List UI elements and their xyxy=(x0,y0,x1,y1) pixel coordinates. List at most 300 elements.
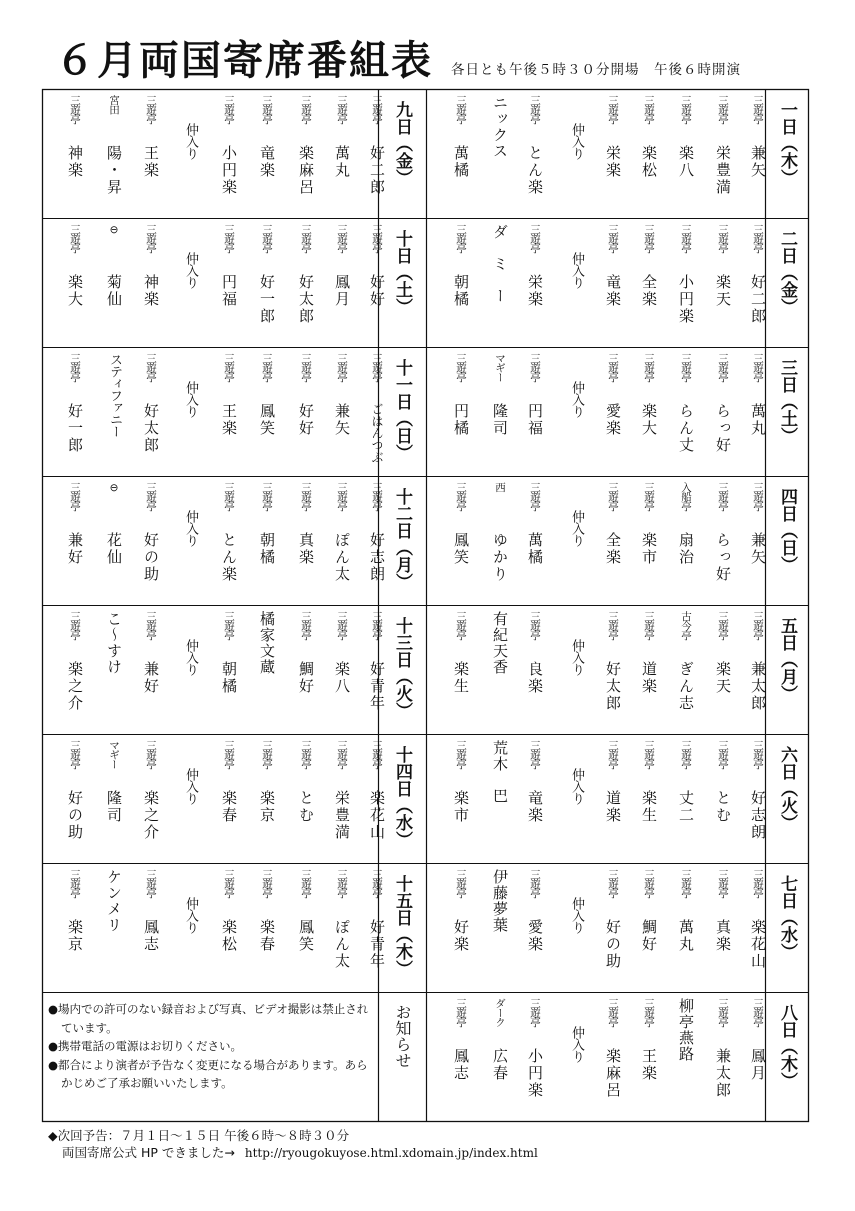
nakairi-intermission xyxy=(172,605,208,734)
performer-house: 三遊亭 xyxy=(300,224,312,253)
performer-name: 兼矢 xyxy=(749,532,767,566)
nakairi-intermission xyxy=(172,218,208,347)
performer-house: 三遊亭 xyxy=(607,869,619,898)
performer-house: 三遊亭 xyxy=(69,611,81,640)
performer-house: 三遊亭 xyxy=(69,353,81,382)
nakairi-intermission xyxy=(558,734,594,863)
performer-name: 萬丸 xyxy=(677,919,695,953)
nakairi-label: 仲入り xyxy=(183,768,198,804)
notice-list xyxy=(48,1000,374,1093)
performer-house: 三遊亭 xyxy=(223,611,235,640)
performer-name: 好好 xyxy=(368,274,386,308)
performer-name: 道楽 xyxy=(604,790,622,824)
performer-house: 三遊亭 xyxy=(455,224,467,253)
performer xyxy=(482,992,518,1121)
performer-house: 三遊亭 xyxy=(752,869,764,898)
performer-house: 三遊亭 xyxy=(529,482,541,511)
day-row xyxy=(42,218,809,347)
performer-house: 三遊亭 xyxy=(261,224,273,253)
day-label: 六日（火） xyxy=(777,746,797,831)
performer xyxy=(705,89,741,218)
performer-house: 三遊亭 xyxy=(680,353,692,382)
performer xyxy=(57,734,93,863)
performer xyxy=(57,218,93,347)
performer-name: 朝橘 xyxy=(220,661,238,695)
performer-name: 鳳笑 xyxy=(452,532,470,566)
performer-name: 楽京 xyxy=(258,790,276,824)
performer-name: 真楽 xyxy=(714,919,732,953)
performer xyxy=(359,218,395,347)
performer xyxy=(482,218,518,347)
performer-house: 三遊亭 xyxy=(717,740,729,769)
performer xyxy=(57,476,93,605)
performer-house: 三遊亭 xyxy=(752,998,764,1027)
performer xyxy=(482,863,518,992)
performer-house: 三遊亭 xyxy=(529,224,541,253)
nakairi-intermission xyxy=(172,347,208,476)
performer xyxy=(740,863,776,992)
performer xyxy=(359,476,395,605)
performer xyxy=(668,992,704,1121)
performer-house: 三遊亭 xyxy=(223,95,235,124)
performer xyxy=(668,347,704,476)
performer xyxy=(288,605,324,734)
performer xyxy=(249,347,285,476)
performer xyxy=(740,218,776,347)
performer-name: 小円楽 xyxy=(220,145,238,196)
day-label: 二日（金） xyxy=(777,230,797,315)
performer xyxy=(740,89,776,218)
performer-house: 三遊亭 xyxy=(643,740,655,769)
nakairi-intermission xyxy=(558,476,594,605)
performer-name: 好の助 xyxy=(66,790,84,841)
performer-name: 王楽 xyxy=(220,403,238,437)
performer xyxy=(249,605,285,734)
performer xyxy=(359,89,395,218)
performer-name: 楽松 xyxy=(640,145,658,179)
performer-name: 好二郎 xyxy=(368,145,386,196)
performer xyxy=(668,734,704,863)
nakairi-label: 仲入り xyxy=(569,1026,584,1062)
performer xyxy=(133,218,169,347)
performer-name: 朝橘 xyxy=(258,532,276,566)
day-label: 九日（金） xyxy=(392,101,412,186)
performer-house: 三遊亭 xyxy=(680,869,692,898)
performer-full-name: ケンメリ xyxy=(105,869,123,933)
performer-house: 三遊亭 xyxy=(371,869,383,898)
performer xyxy=(359,347,395,476)
performer xyxy=(482,734,518,863)
performer-name: 楽市 xyxy=(640,532,658,566)
performer-name: 栄楽 xyxy=(604,145,622,179)
performer-name: 丈二 xyxy=(677,790,695,824)
performer-house: 三遊亭 xyxy=(336,740,348,769)
performer xyxy=(249,476,285,605)
performer xyxy=(740,347,776,476)
performer xyxy=(482,605,518,734)
nakairi-intermission xyxy=(558,605,594,734)
performer-house: 三遊亭 xyxy=(261,95,273,124)
notice-item: ●場内での許可のない録音および写真、ビデオ撮影は禁止されています。 xyxy=(48,1002,369,1035)
performer xyxy=(482,476,518,605)
performer-name: 小円楽 xyxy=(677,274,695,325)
performer-name: 楽花山 xyxy=(368,790,386,841)
performer xyxy=(668,218,704,347)
performer-name: とむ xyxy=(714,790,732,824)
day-row xyxy=(42,347,809,476)
performer-house: 三遊亭 xyxy=(261,353,273,382)
performer xyxy=(133,605,169,734)
performer-house: 三遊亭 xyxy=(643,869,655,898)
day-label: 十四日（水） xyxy=(392,746,412,848)
performer-name: 王楽 xyxy=(640,1048,658,1082)
performer-house: 三遊亭 xyxy=(261,482,273,511)
performer-name: 鳳笑 xyxy=(258,403,276,437)
performer-house: 三遊亭 xyxy=(145,611,157,640)
performer-name: 陽・昇 xyxy=(105,145,123,196)
performer xyxy=(631,218,667,347)
performer-house: 三遊亭 xyxy=(336,482,348,511)
performer xyxy=(482,347,518,476)
performer-house: 三遊亭 xyxy=(717,611,729,640)
performer-house: 三遊亭 xyxy=(336,224,348,253)
performer-house: 三遊亭 xyxy=(69,740,81,769)
performer xyxy=(517,476,553,605)
performer xyxy=(740,476,776,605)
performer-house: 三遊亭 xyxy=(643,611,655,640)
performer-name: 萬橘 xyxy=(452,145,470,179)
performer xyxy=(324,863,360,992)
performer xyxy=(249,863,285,992)
performer-house: 入船亭 xyxy=(680,482,692,511)
performer-name: 竜楽 xyxy=(526,790,544,824)
performer xyxy=(96,476,132,605)
performer-full-name: 柳亭燕路 xyxy=(677,998,695,1062)
day-row xyxy=(42,734,809,863)
performer-name: 好太郎 xyxy=(142,403,160,454)
performer-house: 三遊亭 xyxy=(300,869,312,898)
performer-name: とん楽 xyxy=(526,145,544,196)
performer-name: らん丈 xyxy=(677,403,695,454)
performer xyxy=(631,605,667,734)
performer-name: 楽市 xyxy=(452,790,470,824)
day-label: 十二日（月） xyxy=(392,488,412,590)
performer-name: 楽麻呂 xyxy=(604,1048,622,1099)
performer xyxy=(595,347,631,476)
notice-item: ●携帯電話の電源はお切りください。 xyxy=(48,1039,243,1053)
performer-house: 三遊亭 xyxy=(223,869,235,898)
performer xyxy=(631,347,667,476)
performer xyxy=(211,863,247,992)
performer xyxy=(288,347,324,476)
performer xyxy=(133,347,169,476)
nakairi-label: 仲入り xyxy=(569,252,584,288)
performer-name: 楽生 xyxy=(640,790,658,824)
performer-house: 三遊亭 xyxy=(261,869,273,898)
nakairi-label: 仲入り xyxy=(569,381,584,417)
nakairi-label: 仲入り xyxy=(569,897,584,933)
performer-house: ⊖ xyxy=(108,482,120,493)
performer xyxy=(517,347,553,476)
performer xyxy=(211,476,247,605)
performer-house: 三遊亭 xyxy=(752,224,764,253)
performer-house: 三遊亭 xyxy=(529,740,541,769)
performer-house: 三遊亭 xyxy=(145,482,157,511)
performer xyxy=(211,605,247,734)
performer-name: 萬丸 xyxy=(333,145,351,179)
day-label: 三日（土） xyxy=(777,359,797,444)
performer-house: 三遊亭 xyxy=(643,95,655,124)
performer-name: 花仙 xyxy=(105,532,123,566)
performer-name: 竜楽 xyxy=(258,145,276,179)
performer xyxy=(96,734,132,863)
performer xyxy=(705,347,741,476)
performer-house: 三遊亭 xyxy=(680,224,692,253)
performer xyxy=(288,476,324,605)
performer-name: らっ好 xyxy=(714,403,732,454)
performer xyxy=(705,476,741,605)
performer-name: 楽之介 xyxy=(142,790,160,841)
nakairi-label: 仲入り xyxy=(183,381,198,417)
performer-name: 好好 xyxy=(297,403,315,437)
performer-name: 萬橘 xyxy=(526,532,544,566)
nakairi-intermission xyxy=(172,863,208,992)
performer-house: ⊖ xyxy=(108,224,120,235)
performer xyxy=(57,863,93,992)
performer-full-name: スティファニー xyxy=(107,353,122,437)
performer xyxy=(631,992,667,1121)
nakairi-label: 仲入り xyxy=(183,123,198,159)
performer-full-name: 荒木 巴 xyxy=(491,740,509,804)
performer-name: 道楽 xyxy=(640,661,658,695)
day-row xyxy=(42,605,809,734)
performer xyxy=(631,476,667,605)
next-program-notice: ◆次回予告：７月１日〜１５日 午後６時〜８時３０分 xyxy=(48,1128,350,1143)
performer xyxy=(133,89,169,218)
nakairi-label: 仲入り xyxy=(569,123,584,159)
performer xyxy=(740,605,776,734)
performer-house: 三遊亭 xyxy=(717,482,729,511)
performer-house: 三遊亭 xyxy=(300,611,312,640)
performer xyxy=(288,734,324,863)
performer xyxy=(443,347,479,476)
performer xyxy=(443,476,479,605)
performer-house: 三遊亭 xyxy=(145,740,157,769)
performer-house: 三遊亭 xyxy=(300,353,312,382)
performer-name: 楽松 xyxy=(220,919,238,953)
performer-full-name: 有紀天香 xyxy=(491,611,509,675)
performer-house: 三遊亭 xyxy=(455,482,467,511)
performer-name: 楽八 xyxy=(333,661,351,695)
performer xyxy=(668,863,704,992)
performer-name: 円橘 xyxy=(452,403,470,437)
performer xyxy=(324,476,360,605)
performer-name: 鳳笑 xyxy=(297,919,315,953)
performer xyxy=(482,89,518,218)
performer-name: 鳳月 xyxy=(333,274,351,308)
nakairi-label: 仲入り xyxy=(183,639,198,675)
performer-name: 真楽 xyxy=(297,532,315,566)
program-table xyxy=(42,89,809,1122)
performer-house: 三遊亭 xyxy=(607,740,619,769)
official-hp-label: 両国寄席公式 HP できました→ xyxy=(62,1145,235,1160)
performer-name: 鯛好 xyxy=(640,919,658,953)
day-row xyxy=(42,863,809,992)
performer-house: 三遊亭 xyxy=(455,353,467,382)
performer-house: 三遊亭 xyxy=(300,740,312,769)
performer xyxy=(324,605,360,734)
performer-house: 宮田 xyxy=(108,95,120,114)
performer-name: 好一郎 xyxy=(258,274,276,325)
performer xyxy=(133,476,169,605)
page-title: ６月両国寄席番組表 xyxy=(55,37,433,84)
performer-house: 三遊亭 xyxy=(336,611,348,640)
performer xyxy=(133,863,169,992)
performer xyxy=(324,734,360,863)
performer xyxy=(631,89,667,218)
performer-name: 神楽 xyxy=(142,274,160,308)
performer xyxy=(517,605,553,734)
performer-name: 萬丸 xyxy=(749,403,767,437)
performer-name: ぎん志 xyxy=(677,661,695,712)
performer-name: 楽生 xyxy=(452,661,470,695)
performer-house: 三遊亭 xyxy=(752,740,764,769)
performer-name: ゆかり xyxy=(491,532,509,583)
performer-house: 三遊亭 xyxy=(717,869,729,898)
performer-name: 楽大 xyxy=(640,403,658,437)
performer-house: 三遊亭 xyxy=(607,482,619,511)
nakairi-label: 仲入り xyxy=(569,768,584,804)
performer xyxy=(359,863,395,992)
performer-house: 三遊亭 xyxy=(680,95,692,124)
performer-name: 栄豊満 xyxy=(333,790,351,841)
performer-full-name: 伊藤夢葉 xyxy=(491,869,509,933)
performer-name: 好の助 xyxy=(604,919,622,970)
nakairi-label: 仲入り xyxy=(183,510,198,546)
performer-name: 楽京 xyxy=(66,919,84,953)
performer xyxy=(57,347,93,476)
performer-house: マギー xyxy=(494,353,506,382)
performer-full-name: 橘家文蔵 xyxy=(258,611,276,675)
performer-name: 兼好 xyxy=(142,661,160,695)
performer-house: 三遊亭 xyxy=(752,95,764,124)
day-label: 十一日（日） xyxy=(392,359,412,461)
performer-name: 王楽 xyxy=(142,145,160,179)
performer xyxy=(595,476,631,605)
performer-name: 愛楽 xyxy=(604,403,622,437)
performer xyxy=(517,218,553,347)
performer xyxy=(96,89,132,218)
nakairi-label: 仲入り xyxy=(183,897,198,933)
performer-house: 三遊亭 xyxy=(607,353,619,382)
performer-name: 鯛好 xyxy=(297,661,315,695)
performer-house: 三遊亭 xyxy=(145,224,157,253)
performer-name: 栄豊満 xyxy=(714,145,732,196)
performer xyxy=(96,347,132,476)
performer-house: 三遊亭 xyxy=(336,95,348,124)
nakairi-intermission xyxy=(558,347,594,476)
performer-house: 三遊亭 xyxy=(300,482,312,511)
performer-house: 三遊亭 xyxy=(529,95,541,124)
performer-name: 菊仙 xyxy=(105,274,123,308)
performer-house: 三遊亭 xyxy=(607,998,619,1027)
performer xyxy=(443,992,479,1121)
performer xyxy=(517,992,553,1121)
performer xyxy=(57,89,93,218)
notice-row xyxy=(42,992,426,1121)
performer-house: 三遊亭 xyxy=(455,869,467,898)
performer-name: 楽之介 xyxy=(66,661,84,712)
day-label: 十五日（木） xyxy=(392,875,412,977)
performer-name: 好志朗 xyxy=(368,532,386,583)
performer-name: 円福 xyxy=(526,403,544,437)
performer-house: 三遊亭 xyxy=(643,224,655,253)
performer-house: 三遊亭 xyxy=(717,224,729,253)
performer-house: 三遊亭 xyxy=(69,95,81,124)
performer xyxy=(705,863,741,992)
performer xyxy=(324,89,360,218)
performer-name: 全楽 xyxy=(604,532,622,566)
performer-name: 楽大 xyxy=(66,274,84,308)
nakairi-intermission xyxy=(172,89,208,218)
performer-name: 良楽 xyxy=(526,661,544,695)
performer-house: 三遊亭 xyxy=(529,869,541,898)
official-hp-link[interactable]: http://ryougokuyose.html.xdomain.jp/index.html xyxy=(244,1146,538,1160)
performer-name: 鳳月 xyxy=(749,1048,767,1082)
performer-full-name: こ〜すけ xyxy=(105,611,123,675)
performer xyxy=(211,734,247,863)
performer-house: 三遊亭 xyxy=(529,353,541,382)
performer-house: 三遊亭 xyxy=(643,998,655,1027)
performer xyxy=(740,992,776,1121)
performer-house: 三遊亭 xyxy=(455,611,467,640)
performer xyxy=(631,863,667,992)
performer xyxy=(359,734,395,863)
performer-house: 三遊亭 xyxy=(680,740,692,769)
performer xyxy=(211,89,247,218)
performer-name: 広春 xyxy=(491,1048,509,1082)
performer-house: 三遊亭 xyxy=(300,95,312,124)
performer xyxy=(517,734,553,863)
performer xyxy=(249,89,285,218)
nakairi-intermission xyxy=(558,89,594,218)
performer xyxy=(288,218,324,347)
performer xyxy=(443,89,479,218)
performer-house: 三遊亭 xyxy=(371,740,383,769)
performer-house: 三遊亭 xyxy=(529,998,541,1027)
performer xyxy=(133,734,169,863)
performer xyxy=(517,89,553,218)
performer xyxy=(668,605,704,734)
performer-house: 三遊亭 xyxy=(261,740,273,769)
performer-name: 好二郎 xyxy=(749,274,767,325)
performer-house: 三遊亭 xyxy=(371,611,383,640)
performer-name: 兼好 xyxy=(66,532,84,566)
performer-name: ぽん太 xyxy=(333,919,351,970)
performer-house: 三遊亭 xyxy=(717,95,729,124)
performer xyxy=(324,347,360,476)
nakairi-label: 仲入り xyxy=(569,510,584,546)
performer-house: 三遊亭 xyxy=(752,611,764,640)
performer xyxy=(705,218,741,347)
performer-name: 楽花山 xyxy=(749,919,767,970)
performer-house: 古今亭 xyxy=(680,611,692,640)
performer-name: 好太郎 xyxy=(297,274,315,325)
performer-house: 三遊亭 xyxy=(455,740,467,769)
performer xyxy=(443,863,479,992)
performer-name: 鳳志 xyxy=(452,1048,470,1082)
performer-name: 神楽 xyxy=(66,145,84,179)
